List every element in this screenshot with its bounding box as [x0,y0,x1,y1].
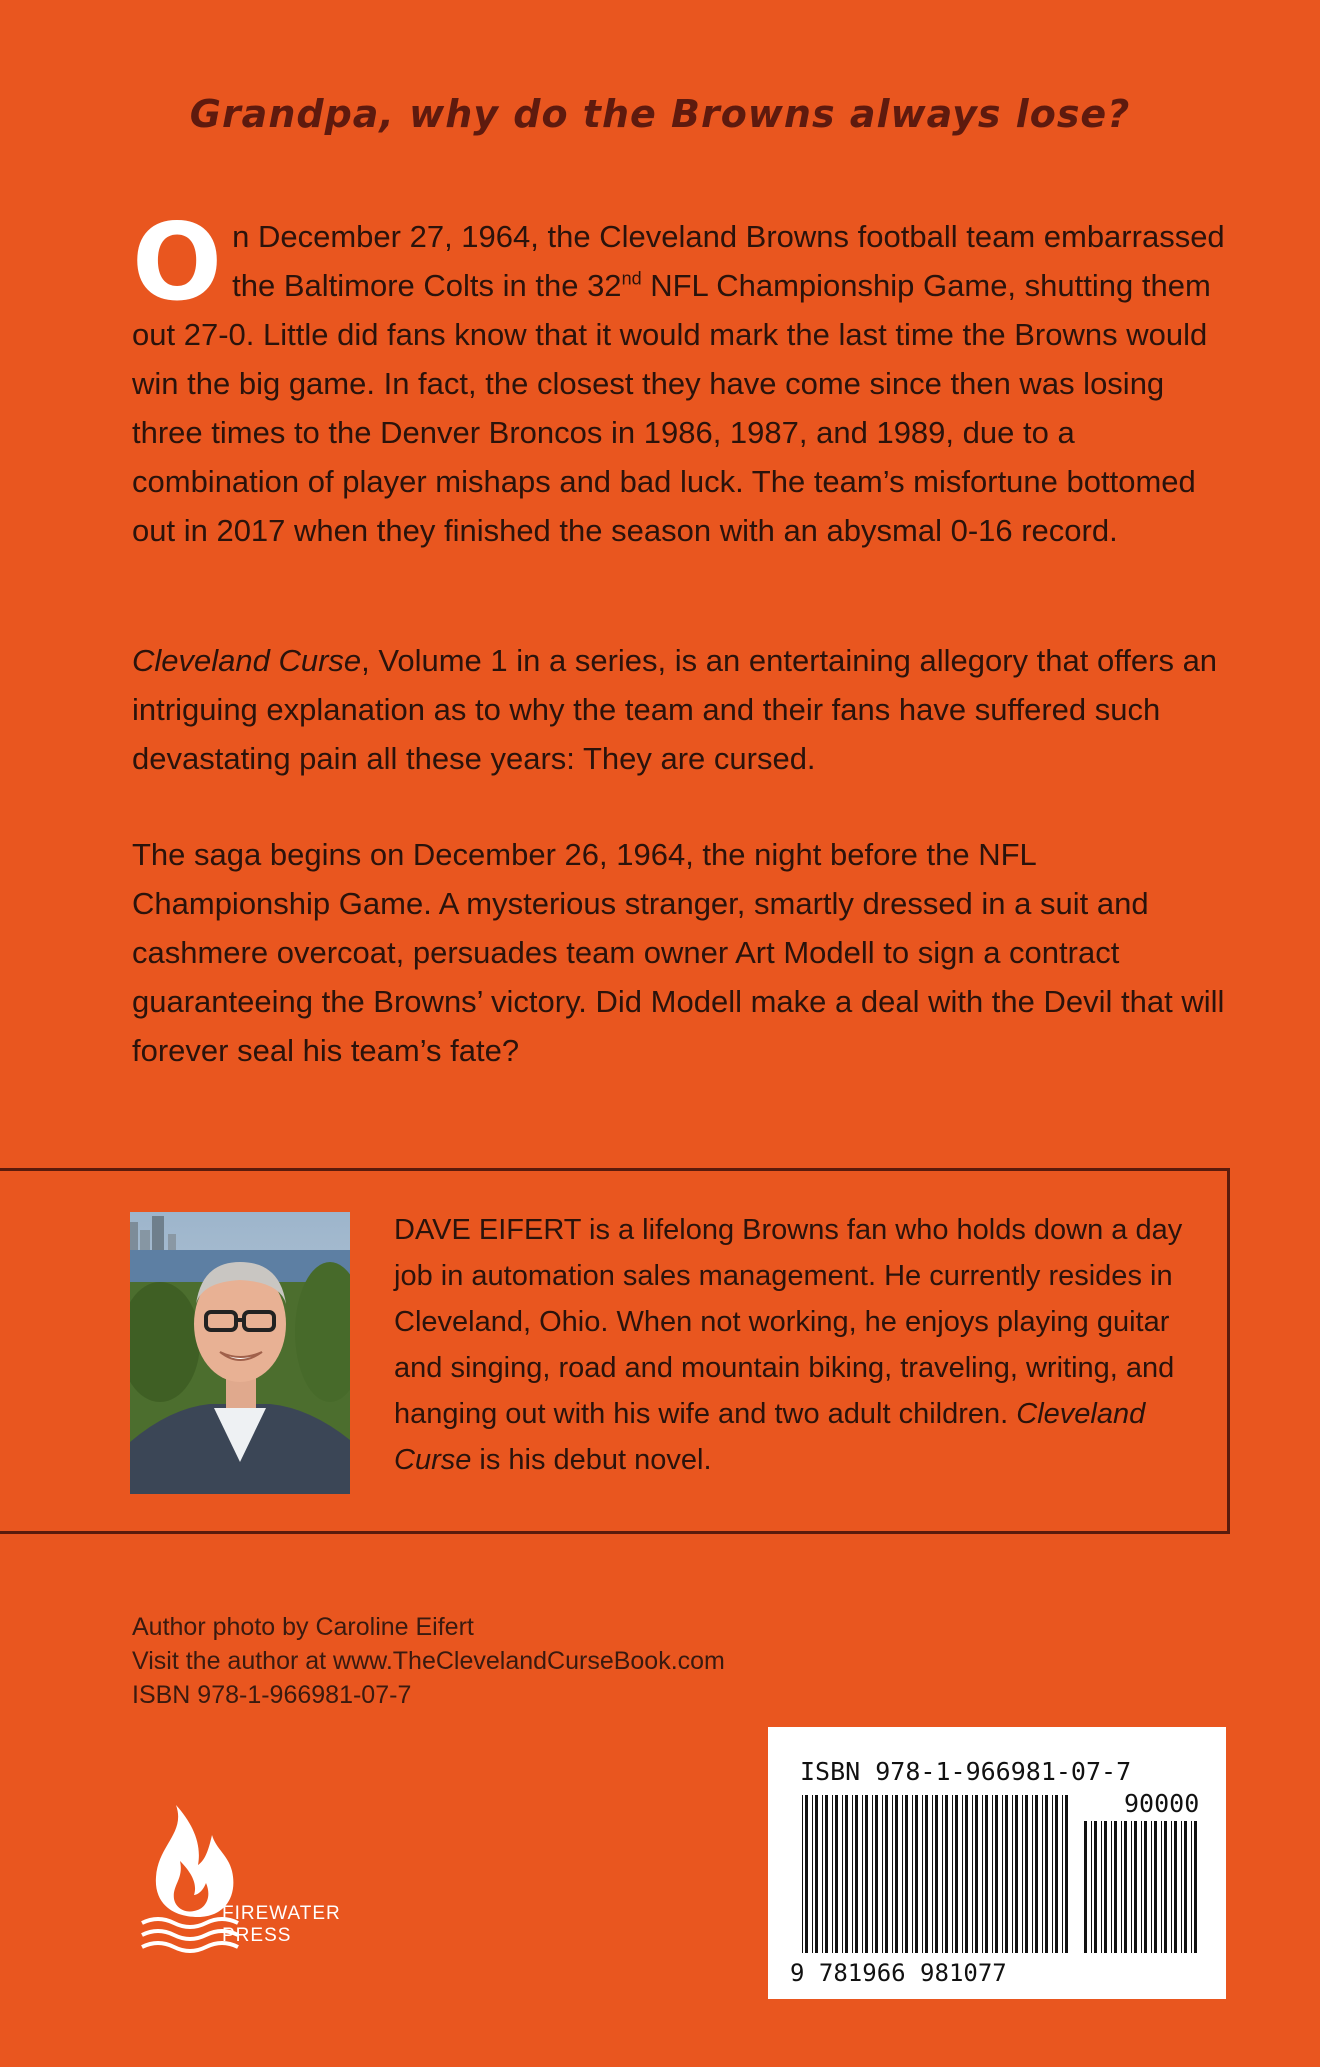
blurb-text: , Volume 1 in a series, is an entertaining allegory that offers an intriguing explanation as to why the team and their fans have suffered such devastating pain all these years: They are cursed. [132,643,1218,776]
barcode-isbn-label: ISBN 978-1-966981-07-7 [800,1757,1132,1786]
book-title: Cleveland Curse [394,1398,1146,1476]
blurb-paragraph-3: The saga begins on December 26, 1964, the night before the NFL Championship Game. A mysterious stranger, smartly dressed in a suit and cashmere overcoat, persuades team owner Art Modell to sign a contract guaranteeing the Browns’ victory. Did Modell make a deal with the Devil that will forever seal his team’s fate? [132,837,1225,1068]
author-website: Visit the author at www.TheClevelandCurseBook.com [132,1647,725,1675]
bio-text: is his debut novel. [471,1444,712,1476]
barcode-digits: 9 781966 981077 [790,1959,1007,1987]
author-bio [394,1207,1212,1483]
barcode-box [768,1727,1226,1999]
credits [132,1610,832,1712]
book-title: Cleveland Curse [132,643,362,678]
blurb-paragraph-1 [132,201,1232,555]
bio-text: DAVE EIFERT is a lifelong Browns fan who holds down a day job in automation sales management. He currently resides in Cleveland, Ohio. When not working, he enjoys playing guitar and singing, road and mountain biking, traveling, writing, and hanging out with his wife and two adult children. [394,1214,1183,1430]
author-portrait-image [130,1212,350,1494]
publisher-name [222,1903,341,1947]
author-photo [130,1212,350,1494]
publisher-line-1: FIREWATER [222,1903,341,1924]
blurb-text: n December 27, 1964, the Cleveland Browns football team embarrassed the Baltimore Colts in the 32 [232,219,1225,303]
isbn-text: ISBN 978-1-966981-07-7 [132,1681,412,1709]
drop-cap: O [132,201,223,324]
publisher-line-2: PRESS [222,1925,292,1946]
ordinal-suffix: nd [621,268,642,289]
tagline: Grandpa, why do the Browns always lose? [189,92,1131,136]
blurb-text: NFL Championship Game, shutting them out 27-0. Little did fans know that it would mark the last time the Browns would win the big game. In fact, the closest they have come since then was losing three times to the Denver Broncos in 1986, 1987, and 1989, due to a combination of player mishaps and bad luck. The team’s misfortune bottomed out in 2017 when they finished the season with an abysmal 0-16 record. [132,268,1211,548]
blurb-paragraph-2 [132,636,1232,783]
photo-credit: Author photo by Caroline Eifert [132,1613,474,1641]
price-code: 90000 [1124,1789,1200,1818]
